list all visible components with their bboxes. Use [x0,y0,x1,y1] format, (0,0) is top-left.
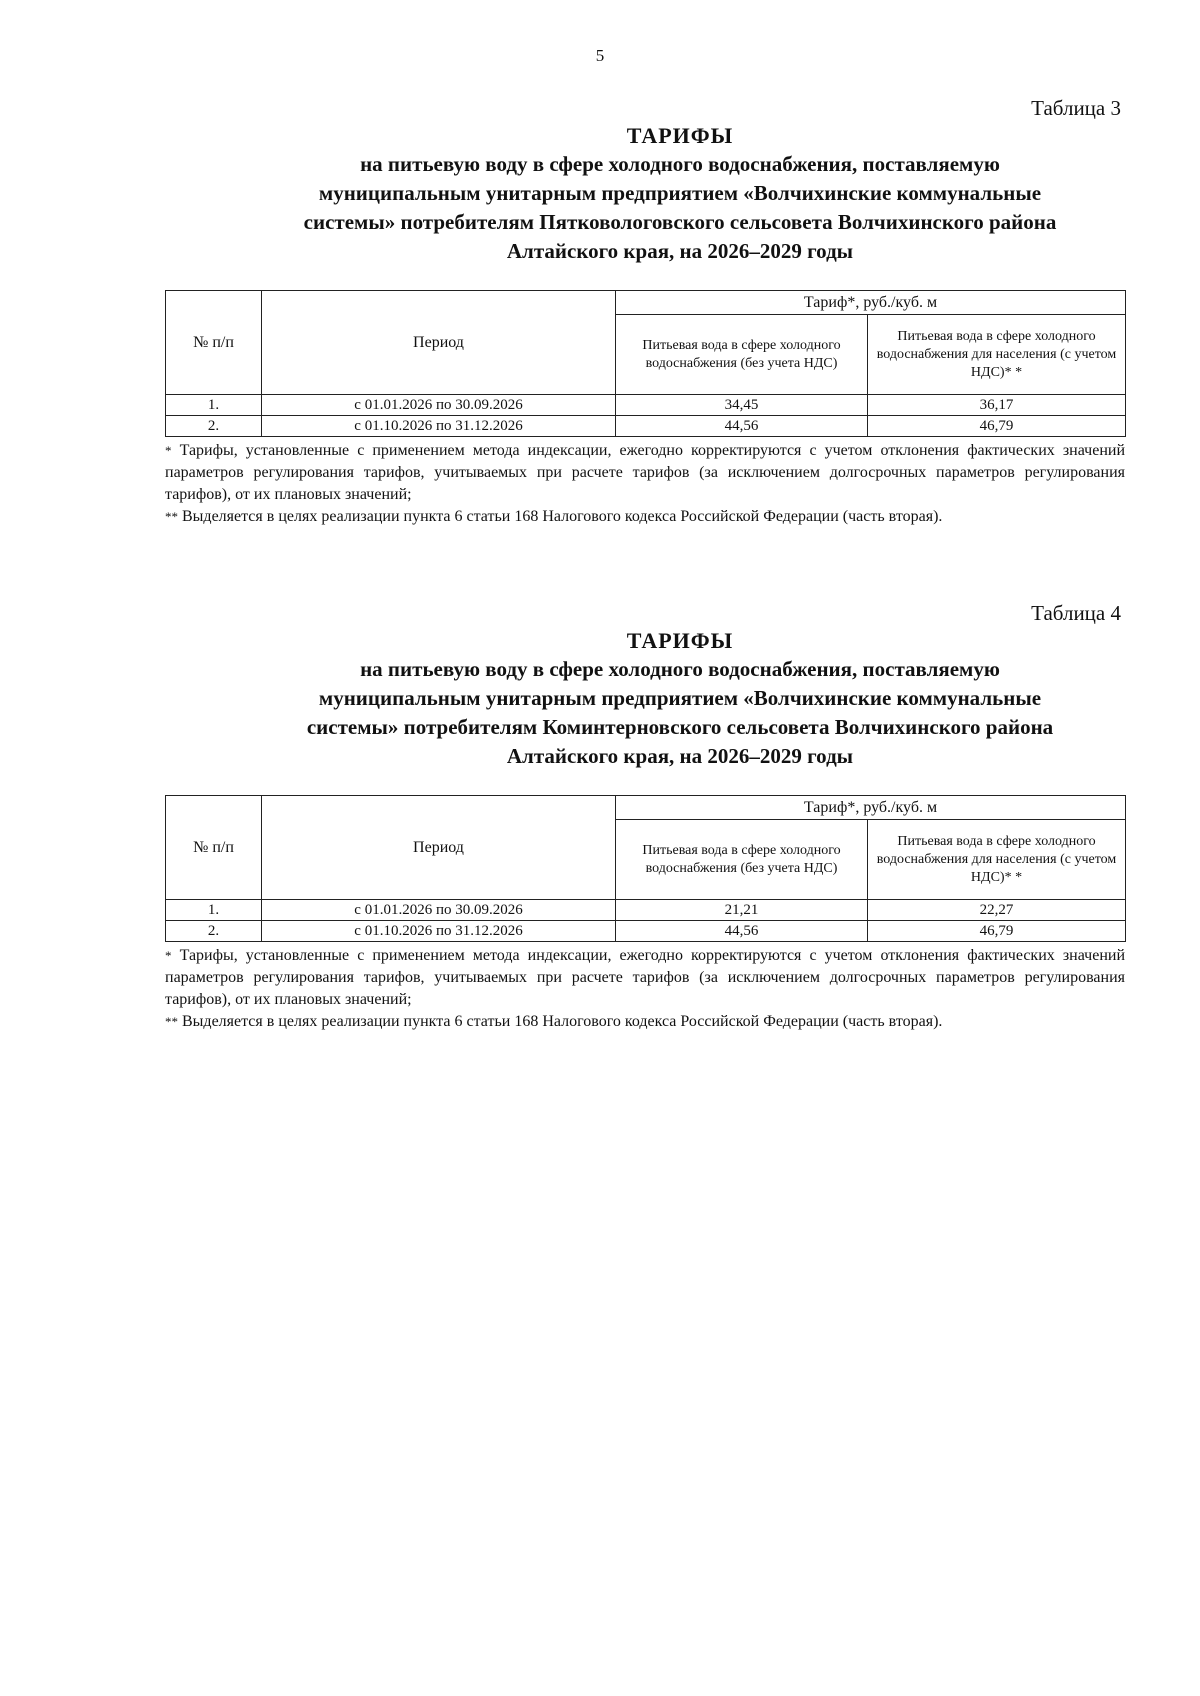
header-without-vat: Питьевая вода в сфере холодного водоснабжения (без учета НДС) [616,315,868,395]
footnote-1 [165,440,1125,506]
cell-without-vat: 44,56 [616,416,868,437]
footnote-2 [165,506,1125,528]
footnote-2 [165,1011,1125,1033]
title-main: ТАРИФЫ [626,628,734,653]
header-without-vat: Питьевая вода в сфере холодного водоснабжения (без учета НДС) [616,820,868,900]
footnotes [165,945,1125,1033]
footnote-text: Выделяется в целях реализации пункта 6 статьи 168 Налогового кодекса Российской Федерации (часть вторая). [182,1013,943,1030]
table-row [166,900,1126,921]
footnote-text: Тарифы, установленные с применением метода индексации, ежегодно корректируются с учетом отклонения фактических значений параметров регулирования тарифов, учитываемых при расчете тарифов (за исключением долгосрочных параметров регулирования тарифов), от их плановых значений; [165,947,1126,1008]
tariff-table [165,290,1126,437]
footnote-text: Тарифы, установленные с применением метода индексации, ежегодно корректируются с учетом отклонения фактических значений параметров регулирования тарифов, учитываемых при расчете тарифов (за исключением долгосрочных параметров регулирования тарифов), от их плановых значений; [165,442,1126,503]
cell-population: 22,27 [868,900,1126,921]
cell-period: с 01.01.2026 по 30.09.2026 [262,395,616,416]
header-tariff-group: Тариф*, руб./куб. м [616,291,1126,315]
footnote-symbol: ** [165,1014,178,1029]
tariff-section-table-4 [165,601,1125,1033]
footnote-text: Выделяется в целях реализации пункта 6 статьи 168 Налогового кодекса Российской Федерации (часть вторая). [182,508,943,525]
table-row [166,921,1126,942]
page-number: 5 [595,46,605,65]
table-row [166,395,1126,416]
title-line: на питьевую воду в сфере холодного водоснабжения, поставляемую [360,657,1000,681]
footnotes [165,440,1125,528]
title-main: ТАРИФЫ [626,123,734,148]
cell-population: 46,79 [868,416,1126,437]
header-num: № п/п [166,796,262,900]
table-title [225,121,1135,266]
tariff-section-table-3 [165,96,1125,528]
header-num: № п/п [166,291,262,395]
cell-without-vat: 34,45 [616,395,868,416]
cell-population: 36,17 [868,395,1126,416]
header-period: Период [262,291,616,395]
cell-population: 46,79 [868,921,1126,942]
header-period: Период [262,796,616,900]
title-line: муниципальным унитарным предприятием «Волчихинские коммунальные [318,181,1042,205]
cell-period: с 01.10.2026 по 31.12.2026 [262,921,616,942]
title-line: муниципальным унитарным предприятием «Волчихинские коммунальные [318,686,1042,710]
title-line: Алтайского края, на 2026–2029 годы [506,239,854,263]
header-tariff-group: Тариф*, руб./куб. м [616,796,1126,820]
table-label: Таблица 4 [1031,601,1121,625]
cell-without-vat: 21,21 [616,900,868,921]
cell-num: 1. [166,395,262,416]
footnote-symbol: * [165,443,172,458]
tariff-table [165,795,1126,942]
table-label: Таблица 3 [1031,96,1121,120]
cell-num: 1. [166,900,262,921]
header-population: Питьевая вода в сфере холодного водоснабжения для населения (с учетом НДС)* * [868,820,1126,900]
title-line: системы» потребителям Пятковологовского сельсовета Волчихинского района [303,210,1057,234]
title-line: системы» потребителям Коминтерновского сельсовета Волчихинского района [306,715,1054,739]
cell-num: 2. [166,416,262,437]
table-row [166,416,1126,437]
cell-num: 2. [166,921,262,942]
cell-period: с 01.01.2026 по 30.09.2026 [262,900,616,921]
title-line: на питьевую воду в сфере холодного водоснабжения, поставляемую [360,152,1000,176]
title-line: Алтайского края, на 2026–2029 годы [506,744,854,768]
footnote-1 [165,945,1125,1011]
table-title [225,626,1135,771]
cell-period: с 01.10.2026 по 31.12.2026 [262,416,616,437]
cell-without-vat: 44,56 [616,921,868,942]
footnote-symbol: ** [165,509,178,524]
header-population: Питьевая вода в сфере холодного водоснабжения для населения (с учетом НДС)* * [868,315,1126,395]
footnote-symbol: * [165,948,172,963]
